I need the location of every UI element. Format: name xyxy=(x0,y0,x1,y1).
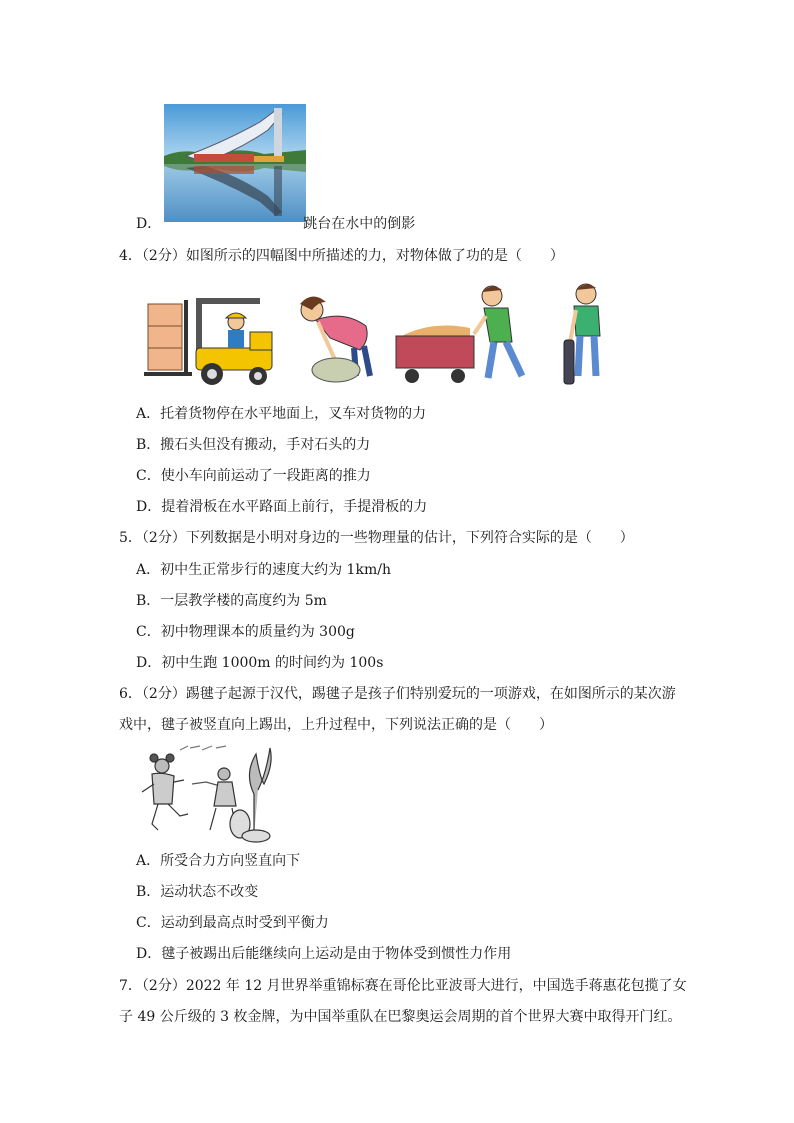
q3-option-d-letter: D． xyxy=(136,216,162,232)
q3-option-d xyxy=(136,214,415,234)
q5-option-c: C．初中物理课本的质量约为 300g xyxy=(136,624,355,640)
shuttlecock-kicking-image xyxy=(140,744,276,844)
q7-stem-line1: 7．（2分）2022 年 12 月世界举重锦标赛在哥伦比亚波哥大进行，中国选手蒋惠花包揽了女 xyxy=(119,978,687,994)
q6-stem-line1: 6．（2分）踢毽子起源于汉代，踢毽子是孩子们特别爱玩的一项游戏，在如图所示的某次游 xyxy=(119,686,676,702)
carrying-skateboard-icon xyxy=(564,284,600,384)
q5-stem: 5．（2分）下列数据是小明对身边的一些物理量的估计，下列符合实际的是（ ） xyxy=(119,530,634,546)
q6-option-a: A．所受合力方向竖直向下 xyxy=(136,853,301,869)
q6-option-b: B．运动状态不改变 xyxy=(136,884,259,900)
q4-stem: 4．（2分）如图所示的四幅图中所描述的力，对物体做了功的是（ ） xyxy=(119,248,564,264)
q3-option-d-text: 跳台在水中的倒影 xyxy=(303,216,416,232)
q6-option-c: C．运动到最高点时受到平衡力 xyxy=(136,915,329,931)
q6-option-d: D．毽子被踢出后能继续向上运动是由于物体受到惯性力作用 xyxy=(136,946,512,962)
lifting-stone-icon xyxy=(300,296,370,382)
q5-option-d: D．初中生跑 1000m 的时间约为 100s xyxy=(136,655,384,671)
q4-option-d: D．提着滑板在水平路面上前行，手提滑板的力 xyxy=(136,499,428,515)
q4-figures xyxy=(140,280,610,390)
q4-option-c: C．使小车向前运动了一段距离的推力 xyxy=(136,468,371,484)
q7-stem-line2: 子 49 公斤级的 3 枚金牌，为中国举重队在巴黎奥运会周期的首个世界大赛中取得开门红。 xyxy=(119,1009,682,1025)
pushing-cart-icon xyxy=(396,286,522,383)
ski-jump-reflection-image xyxy=(164,104,306,222)
q4-option-a: A．托着货物停在水平地面上，叉车对货物的力 xyxy=(136,406,427,422)
q4-option-b: B．搬石头但没有搬动，手对石头的力 xyxy=(136,437,371,453)
q5-option-b: B．一层教学楼的高度约为 5m xyxy=(136,593,327,609)
q5-option-a: A．初中生正常步行的速度大约为 1km/h xyxy=(136,562,391,578)
forklift-icon xyxy=(144,298,272,385)
q6-stem-line2: 戏中，毽子被竖直向上踢出，上升过程中，下列说法正确的是（ ） xyxy=(119,717,553,733)
